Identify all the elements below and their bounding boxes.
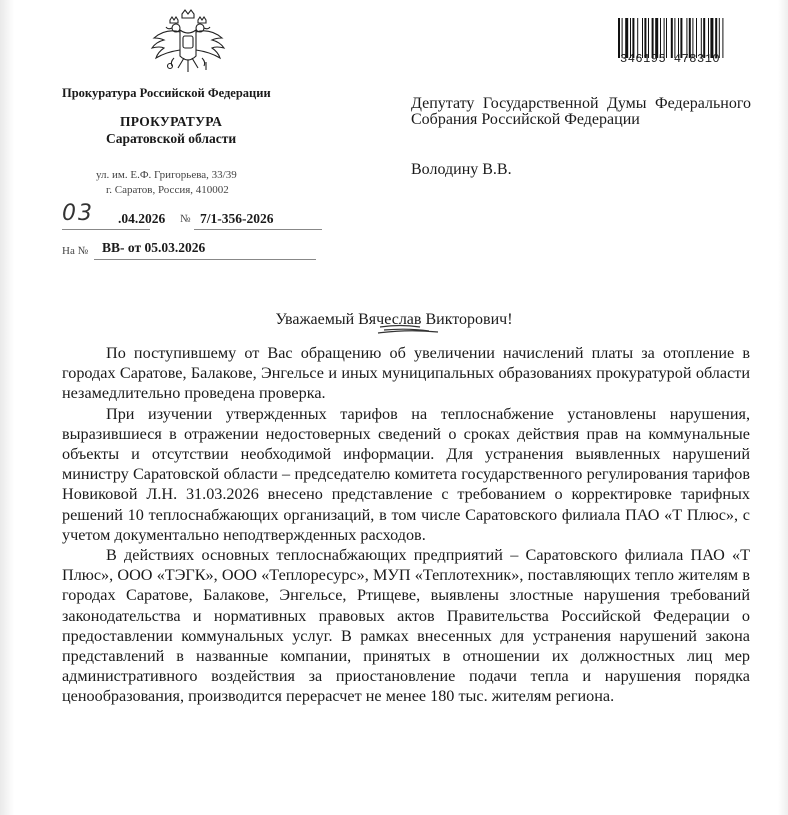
- sender-title: ПРОКУРАТУРА: [120, 114, 223, 129]
- greeting: Уважаемый Вячеслав Викторович!: [275, 311, 513, 328]
- scan-left-shadow: [0, 0, 14, 815]
- handwritten-day: 03: [62, 201, 94, 226]
- reference-label: На №: [62, 245, 89, 257]
- sender-organization: Прокуратура Российской Федерации: [62, 86, 271, 100]
- paragraph: По поступившему от Вас обращению об увеличении начислений платы за отопление в городах Саратове, Балакове, Энгельсе и иных муниципальных образованиях прокуратурой области незамедлительно проведена проверка.: [62, 344, 750, 403]
- sender-address-city: г. Саратов, Россия, 410002: [106, 184, 229, 196]
- number-sign: №: [180, 213, 191, 225]
- reference-value: ВВ- от 05.03.2026: [102, 240, 206, 255]
- date-underline: [62, 229, 150, 230]
- double-headed-eagle-emblem-icon: [148, 8, 228, 82]
- sender-region: Саратовской области: [106, 131, 237, 146]
- outgoing-number: 7/1-356-2026: [200, 211, 274, 226]
- paragraph: В действиях основных теплоснабжающих предприятий – Саратовского филиала ПАО «Т Плюс», ООО «ТЭГК», ООО «Теплоресурс», МУП «Теплотехник», поставляющих тепло жителям в городах Саратове, Балакове, Энгельсе, Ртищеве, выявлены злостные нарушения требований законодательства и нормативных правовых актов Правительства Российской Федерации о предоставлении коммунальных услуг. В рамках внесенных для устранения нарушений закона представлений в названные компании, принятых в отношении их должностных лиц мер административного воздействия за приостановление подачи тепла и нарушения порядка ценообразования, производится перерасчет не менее 180 тыс. жителям региона.: [62, 546, 750, 706]
- number-underline: [194, 229, 322, 230]
- date-number-row: [62, 201, 322, 227]
- recipient-name: Володину В.В.: [411, 161, 512, 178]
- date-printed: .04.2026: [118, 211, 166, 226]
- handwritten-mark-icon: [374, 323, 444, 337]
- scan-right-shadow: [778, 0, 788, 815]
- paragraph: При изучении утвержденных тарифов на теплоснабжение установлены нарушения, выразившиеся в отражении недостоверных сведений о сроках действия прав на коммунальные объекты и отсутствии необходимой информации. Для устранения выявленных нарушений министру Саратовской области – председателю комитета государственного регулирования тарифов Новиковой Л.Н. 31.03.2026 внесено представление с требованием о корректировке тарифных решений 10 теплоснабжающих организаций, в том числе Саратовского филиала ПАО «Т Плюс», с учетом документально неподтвержденных расходов.: [62, 404, 750, 544]
- recipient-position: Депутату Государственной Думы Федерального Собрания Российской Федерации: [411, 95, 751, 128]
- sender-address-street: ул. им. Е.Ф. Григорьева, 33/39: [96, 169, 237, 181]
- reference-row: [62, 236, 332, 260]
- letter-body: [62, 343, 750, 707]
- reference-underline: [94, 259, 316, 260]
- barcode-number: 346195 478310: [620, 52, 721, 66]
